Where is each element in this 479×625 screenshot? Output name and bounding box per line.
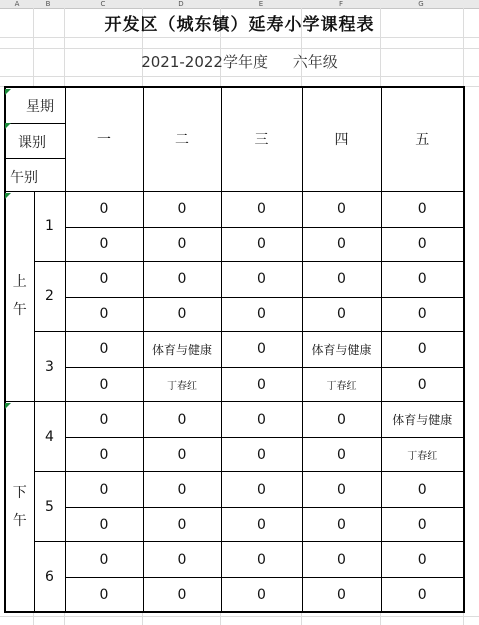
course-cell-mon[interactable]: 0: [65, 261, 143, 297]
period-number[interactable]: 2: [34, 261, 65, 331]
teacher-cell-fri[interactable]: 0: [381, 227, 464, 261]
teacher-cell-tue[interactable]: 丁春红: [143, 368, 221, 402]
period-number[interactable]: 6: [34, 542, 65, 612]
course-cell-mon[interactable]: 0: [65, 542, 143, 578]
column-header-e[interactable]: E: [258, 0, 264, 8]
course-cell-wed[interactable]: 0: [221, 191, 302, 227]
day-header-tue[interactable]: 二: [143, 87, 221, 191]
course-cell-thu[interactable]: 0: [302, 402, 381, 438]
gridline: [0, 616, 479, 617]
day-header-thu[interactable]: 四: [302, 87, 381, 191]
timetable: [4, 86, 465, 613]
teacher-cell-wed[interactable]: 0: [221, 438, 302, 472]
column-header-c[interactable]: C: [100, 0, 106, 8]
cell-marker: [5, 89, 11, 95]
teacher-cell-mon[interactable]: 0: [65, 578, 143, 612]
teacher-cell-mon[interactable]: 0: [65, 297, 143, 331]
school-year: 2021-2022学年度: [141, 53, 268, 71]
course-cell-tue[interactable]: 0: [143, 191, 221, 227]
course-cell-mon[interactable]: 0: [65, 472, 143, 508]
day-header-wed[interactable]: 三: [221, 87, 302, 191]
teacher-cell-tue[interactable]: 0: [143, 438, 221, 472]
course-cell-mon[interactable]: 0: [65, 191, 143, 227]
teacher-cell-wed[interactable]: 0: [221, 227, 302, 261]
cell-marker: [5, 193, 11, 199]
teacher-cell-mon[interactable]: 0: [65, 368, 143, 402]
course-cell-fri[interactable]: 0: [381, 472, 464, 508]
teacher-cell-wed[interactable]: 0: [221, 368, 302, 402]
course-cell-wed[interactable]: 0: [221, 472, 302, 508]
teacher-cell-tue[interactable]: 0: [143, 297, 221, 331]
course-cell-tue[interactable]: 0: [143, 472, 221, 508]
course-cell-fri[interactable]: 0: [381, 191, 464, 227]
teacher-cell-fri[interactable]: 0: [381, 578, 464, 612]
course-cell-fri[interactable]: 体育与健康: [381, 402, 464, 438]
teacher-cell-wed[interactable]: 0: [221, 508, 302, 542]
teacher-cell-thu[interactable]: 0: [302, 578, 381, 612]
course-cell-wed[interactable]: 0: [221, 331, 302, 367]
subtitle: [0, 51, 479, 75]
cell-marker: [5, 123, 11, 129]
corner-header-cell[interactable]: [5, 87, 65, 191]
teacher-cell-wed[interactable]: 0: [221, 578, 302, 612]
course-cell-thu[interactable]: 0: [302, 191, 381, 227]
column-header-d[interactable]: D: [178, 0, 184, 8]
course-cell-tue[interactable]: 0: [143, 542, 221, 578]
column-header-bar: [0, 0, 479, 9]
column-header-g[interactable]: G: [418, 0, 424, 8]
teacher-cell-thu[interactable]: 丁春红: [302, 368, 381, 402]
teacher-cell-tue[interactable]: 0: [143, 227, 221, 261]
period-number[interactable]: 5: [34, 472, 65, 542]
teacher-cell-thu[interactable]: 0: [302, 227, 381, 261]
teacher-cell-fri[interactable]: 0: [381, 508, 464, 542]
course-cell-thu[interactable]: 0: [302, 261, 381, 297]
cell-marker: [5, 403, 11, 409]
course-cell-wed[interactable]: 0: [221, 402, 302, 438]
afternoon-label[interactable]: 下 午: [5, 402, 34, 612]
course-cell-wed[interactable]: 0: [221, 261, 302, 297]
gridline: [0, 48, 479, 49]
morning-label[interactable]: 上 午: [5, 191, 34, 401]
period-number[interactable]: 3: [34, 331, 65, 401]
period-number[interactable]: 1: [34, 191, 65, 261]
course-cell-tue[interactable]: 0: [143, 402, 221, 438]
teacher-cell-thu[interactable]: 0: [302, 438, 381, 472]
weekday-header: 星期: [26, 99, 54, 115]
course-cell-fri[interactable]: 0: [381, 542, 464, 578]
teacher-cell-fri[interactable]: 丁春红: [381, 438, 464, 472]
teacher-cell-fri[interactable]: 0: [381, 297, 464, 331]
page-title: 开发区（城东镇）延寿小学课程表: [104, 15, 375, 35]
teacher-cell-fri[interactable]: 0: [381, 368, 464, 402]
day-header-mon[interactable]: 一: [65, 87, 143, 191]
teacher-cell-mon[interactable]: 0: [65, 438, 143, 472]
column-header-a[interactable]: A: [14, 0, 20, 8]
column-header-f[interactable]: F: [338, 0, 344, 8]
teacher-cell-wed[interactable]: 0: [221, 297, 302, 331]
teacher-cell-tue[interactable]: 0: [143, 508, 221, 542]
course-cell-wed[interactable]: 0: [221, 542, 302, 578]
teacher-cell-mon[interactable]: 0: [65, 508, 143, 542]
period-header: 课别: [18, 135, 46, 151]
teacher-cell-thu[interactable]: 0: [302, 297, 381, 331]
teacher-cell-tue[interactable]: 0: [143, 578, 221, 612]
day-header-fri[interactable]: 五: [381, 87, 464, 191]
teacher-cell-mon[interactable]: 0: [65, 227, 143, 261]
course-cell-thu[interactable]: 0: [302, 472, 381, 508]
header-divider: [6, 158, 65, 159]
gridline: [0, 37, 479, 38]
course-cell-fri[interactable]: 0: [381, 261, 464, 297]
half-header: 午别: [10, 170, 38, 186]
course-cell-mon[interactable]: 0: [65, 331, 143, 367]
course-cell-mon[interactable]: 0: [65, 402, 143, 438]
column-header-b[interactable]: B: [45, 0, 51, 8]
course-cell-thu[interactable]: 体育与健康: [302, 331, 381, 367]
header-divider: [6, 123, 65, 124]
course-cell-fri[interactable]: 0: [381, 331, 464, 367]
course-cell-tue[interactable]: 体育与健康: [143, 331, 221, 367]
teacher-cell-thu[interactable]: 0: [302, 508, 381, 542]
gridline: [0, 76, 479, 77]
grade-label: 六年级: [292, 53, 338, 71]
course-cell-tue[interactable]: 0: [143, 261, 221, 297]
period-number[interactable]: 4: [34, 402, 65, 472]
course-cell-thu[interactable]: 0: [302, 542, 381, 578]
